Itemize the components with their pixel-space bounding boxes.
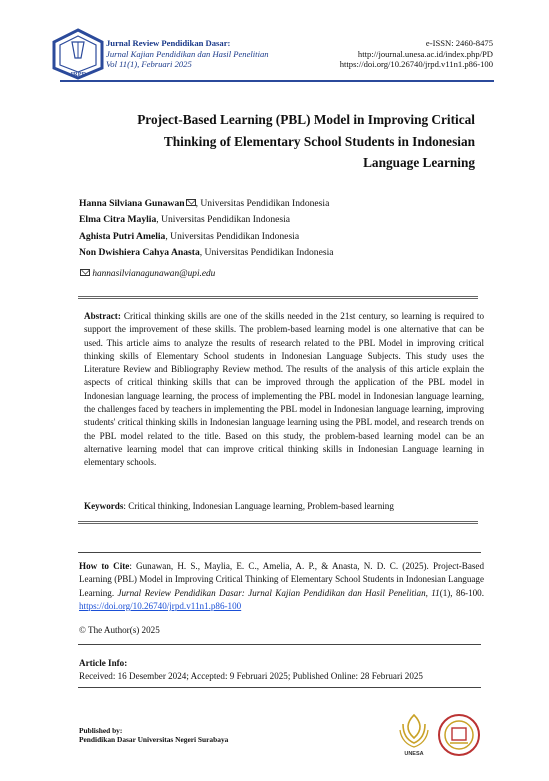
article-info [79,657,423,682]
pd-logo [435,712,483,758]
cite-label: How to Cite [79,561,130,571]
abstract-rule-top [78,298,478,299]
abstract-rule-top [78,296,478,297]
author-name: Aghista Putri Amelia [79,230,166,242]
keywords-label: Keywords [84,501,124,511]
article-info-rule [78,644,481,645]
keywords-text: : Critical thinking, Indonesian Language learning, Problem-based learning [123,501,394,511]
title-line: Thinking of Elementary School Students in Indonesian [163,133,475,149]
author-affiliation: , Universitas Pendidikan Indonesia [156,214,291,226]
author-row [79,245,334,261]
header-rule [60,80,494,82]
journal-doi[interactable]: https://doi.org/10.26740/jrpd.v11n1.p86-100 [339,59,493,70]
cite-text: : Gunawan, H. S., Maylia, E. C., Amelia, A. P., & Anasta, N. D. C. (2025). Project-Based Learning (PBL) Model in Improving Critical Thinking of Elementary School Students in Indonesian Language Learning. [79,561,485,598]
keywords [84,500,484,512]
abstract [84,310,484,470]
journal-subtitle: Jurnal Kajian Pendidikan dan Hasil Penelitian [106,48,269,59]
author-affiliation: , Universitas Pendidikan Indonesia [165,230,300,242]
author-row [79,212,334,228]
envelope-icon [186,199,196,206]
email-address[interactable]: hannasilvianagunawan@upi.edu [92,269,216,279]
article-info-label: Article Info: [79,658,128,668]
author-affiliation: , Universitas Pendidikan Indonesia [195,198,330,209]
article-info-rule [78,687,481,688]
title-line: Project-Based Learning (PBL) Model in Improving Critical [137,112,475,127]
abstract-rule-bottom [78,523,478,524]
paper-title [75,109,475,174]
author-row [79,196,334,212]
cite-journal: Jurnal Review Pendidikan Dasar: Jurnal Kajian Pendidikan dan Hasil Penelitian, 11 [117,587,440,598]
journal-identity [106,38,269,70]
author-name: Non Dwishiera Cahya Anasta [79,246,200,258]
unesa-logo [397,712,431,756]
title-line: Language Learning [363,155,475,170]
author-affiliation: , Universitas Pendidikan Indonesia [199,246,334,258]
copyright: © The Author(s) 2025 [79,625,160,635]
publisher-label: Published by: [79,726,123,735]
citation-rule [78,552,481,553]
author-name: Hanna Silviana Gunawan [79,198,185,209]
journal-volume: Vol 11(1), Februari 2025 [106,59,192,70]
article-dates: Received: 16 Desember 2024; Accepted: 9 Februari 2025; Published Online: 28 Februari 2025 [79,670,423,681]
publisher [79,726,228,745]
cite-issue-pages: (1), 86-100. [439,587,484,598]
cite-doi-link[interactable]: https://doi.org/10.26740/jrpd.v11n1.p86-100 [79,600,242,611]
journal-meta [340,38,493,70]
journal-name: Jurnal Review Pendidikan Dasar: [106,38,231,48]
author-row [79,229,334,245]
author-name: Elma Citra Maylia [79,214,157,226]
journal-logo-text: JRPD [69,71,87,78]
author-list [79,196,334,261]
corresponding-email[interactable] [79,269,215,279]
abstract-rule-bottom [78,521,478,522]
journal-issn: e-ISSN: 2460-8475 [425,38,493,48]
abstract-text: Critical thinking skills are one of the skills needed in the 21st century, so learning is required to support the improvement of these skills. The problem-based learning model is one alternative that can be used. This article aims to analyze the results of research related to the PBL Model in improving critical thinking skills of Elementary School students in Indonesian Language Subjects. This study uses the Literature Review and Bibliography Review method. The results of the analysis of this article explain the aspects of critical thinking skills that can be improved through the application of the PBL model in Indonesian language learning, the process of implementing the PBL model in Indonesian language learning, the challenges faced by teachers in implementing the PBL model in Indonesian language learning, improving students' critical thinking skills in Indonesian language learning using the PBL model, and research trends on the PBL model related to the title. Based on this study, the problem-based learning model can be an alternative learning model that can improve critical thinking skills in Indonesian Language learning in elementary schools. [84,311,484,468]
publisher-name: Pendidikan Dasar Universitas Negeri Surabaya [79,735,229,745]
unesa-logo-text: UNESA [404,751,424,756]
journal-url[interactable]: http://journal.unesa.ac.id/index.php/PD [357,48,493,59]
how-to-cite [79,560,484,613]
abstract-label: Abstract: [84,311,121,321]
journal-logo [52,28,104,80]
envelope-icon [80,269,90,276]
